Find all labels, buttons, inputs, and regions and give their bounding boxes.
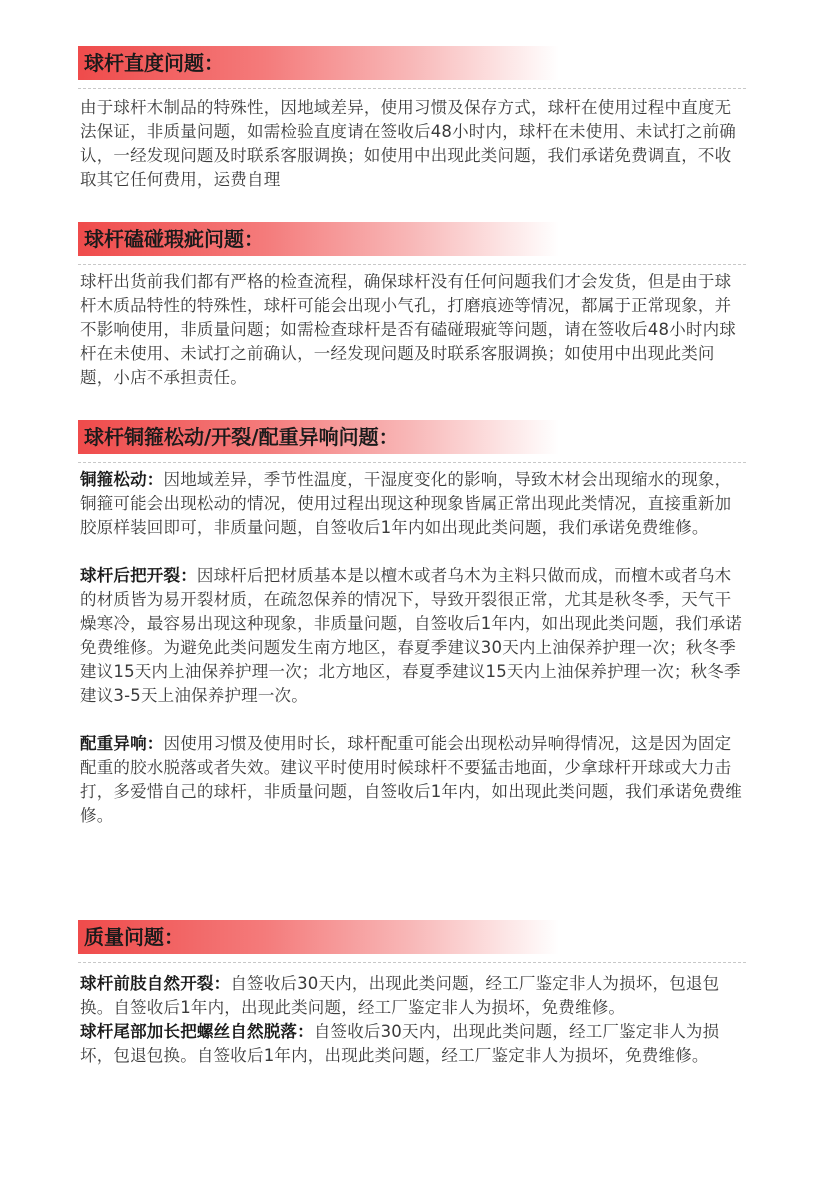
item-shaft-crack: [80, 972, 746, 1020]
section-body: [80, 468, 746, 828]
item-text: 自签收后30天内，出现此类问题，经工厂鉴定非人为损坏，包退包换。自签收后1年内，出现此类问题，经工厂鉴定非人为损坏，免费维修。: [80, 974, 720, 1017]
item-extension-screw: [80, 1020, 746, 1068]
section-body: [80, 96, 746, 192]
item-label: 铜箍松动：: [80, 470, 164, 489]
item-label: 球杆前肢自然开裂：: [80, 974, 231, 993]
section-ferrule-crack-weight: [78, 420, 746, 825]
item-text: 因地域差异，季节性温度，干湿度变化的影响，导致木材会出现缩水的现象，铜箍可能会出现松动的情况，使用过程出现这种现象皆属正常出现此类情况，直接重新加胶原样装回即可，非质量问题，自签收后1年内如出现此类问题，我们承诺免费维修。: [80, 470, 732, 537]
item-label: 球杆尾部加长把螺丝自然脱落：: [80, 1022, 314, 1041]
section-title: 球杆铜箍松动/开裂/配重异响问题：: [78, 420, 746, 454]
item-weight-noise: [80, 732, 746, 828]
item-text: 自签收后30天内，出现此类问题，经工厂鉴定非人为损坏，包退包换。自签收后1年内，出现此类问题，经工厂鉴定非人为损坏，免费维修。: [80, 1022, 720, 1065]
section-body: [80, 972, 746, 1068]
divider: [78, 264, 746, 265]
divider: [78, 88, 746, 89]
section-title: 球杆磕碰瑕疵问题：: [78, 222, 746, 256]
paragraph: 由于球杆木制品的特殊性，因地域差异，使用习惯及保存方式，球杆在使用过程中直度无法保证，非质量问题，如需检验直度请在签收后48小时内，球杆在未使用、未试打之前确认，一经发现问题及时联系客服调换；如使用中出现此类问题，我们承诺免费调直，不收取其它任何费用，运费自理: [80, 98, 736, 189]
section-title: 球杆直度问题：: [78, 46, 746, 80]
paragraph: 球杆出货前我们都有严格的检查流程，确保球杆没有任何问题我们才会发货，但是由于球杆木质品特性的特殊性，球杆可能会出现小气孔，打磨痕迹等情况，都属于正常现象，并不影响使用，非质量问题；如需检查球杆是否有磕碰瑕疵等问题，请在签收后48小时内球杆在未使用、未试打之前确认，一经发现问题及时联系客服调换；如使用中出现此类问题，小店不承担责任。: [80, 272, 736, 387]
item-butt-crack: [80, 564, 746, 708]
item-text: 因使用习惯及使用时长，球杆配重可能会出现松动异响得情况，这是因为固定配重的胶水脱落或者失效。建议平时使用时候球杆不要猛击地面，少拿球杆开球或大力击打，多爱惜自己的球杆，非质量问题，自签收后1年内，如出现此类问题，我们承诺免费维修。: [80, 734, 742, 825]
divider: [78, 462, 746, 463]
item-label: 球杆后把开裂：: [80, 566, 197, 585]
section-body: [80, 270, 746, 390]
item-label: 配重异响：: [80, 734, 164, 753]
section-title: 质量问题：: [78, 920, 746, 954]
section-straightness: [78, 46, 746, 189]
divider: [78, 962, 746, 963]
section-quality: [78, 920, 746, 1065]
item-text: 因球杆后把材质基本是以檀木或者乌木为主料只做而成，而檀木或者乌木的材质皆为易开裂材质，在疏忽保养的情况下，导致开裂很正常，尤其是秋冬季，天气干燥寒冷，最容易出现这种现象，非质量问题，自签收后1年内，如出现此类问题，我们承诺免费维修。为避免此类问题发生南方地区，春夏季建议30天内上油保养护理一次；秋冬季建议15天内上油保养护理一次；北方地区，春夏季建议15天内上油保养护理一次；秋冬季建议3-5天上油保养护理一次。: [80, 566, 742, 705]
item-ferrule-loose: [80, 468, 746, 540]
section-flaws: [78, 222, 746, 387]
